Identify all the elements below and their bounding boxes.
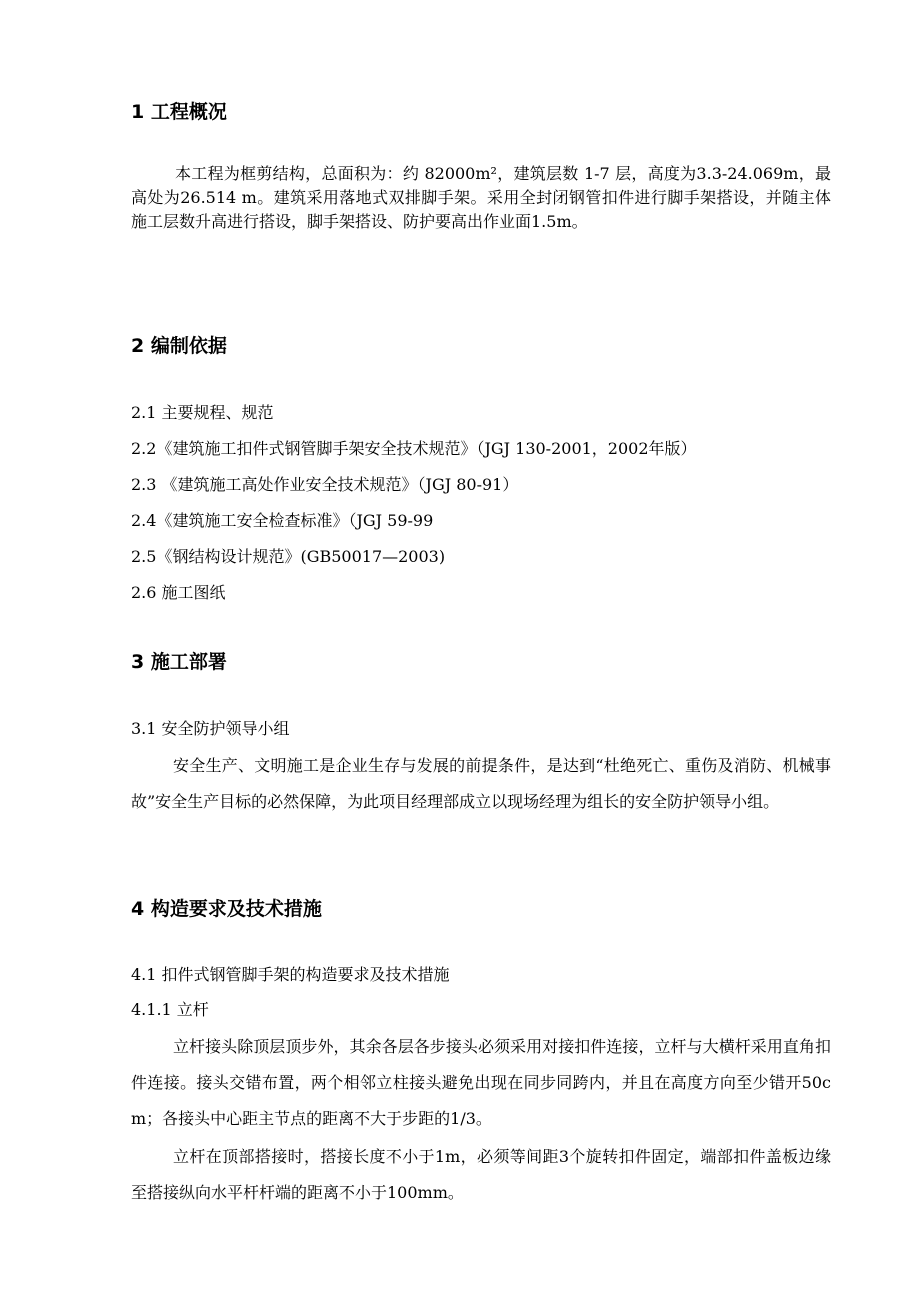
section-3-heading: 3 施工部署: [131, 651, 227, 673]
basis-item-2-3: 2.3 《建筑施工高处作业安全技术规范》（JGJ 80-91）: [131, 475, 519, 494]
section-1-heading: 1 工程概况: [131, 101, 227, 123]
basis-item-2-1: 2.1 主要规程、规范: [131, 403, 274, 422]
section-2-heading: 2 编制依据: [131, 335, 227, 357]
basis-item-2-2: 2.2《建筑施工扣件式钢管脚手架安全技术规范》（JGJ 130-2001，2002年版）: [131, 439, 697, 458]
section-3-1-paragraph: 安全生产、文明施工是企业生存与发展的前提条件，是达到“杜绝死亡、重伤及消防、机械事故”安全生产目标的必然保障，为此项目经理部成立以现场经理为组长的安全防护领导小组。: [131, 756, 831, 811]
section-4-1-subheading: 4.1 扣件式钢管脚手架的构造要求及技术措施: [131, 965, 450, 984]
basis-item-2-6: 2.6 施工图纸: [131, 583, 226, 602]
section-4-1-1-paragraph-2: 立杆在顶部搭接时，搭接长度不小于1m，必须等间距3个旋转扣件固定，端部扣件盖板边缘至搭接纵向水平杆杆端的距离不小于100mm。: [131, 1147, 831, 1202]
section-4-1-1-paragraph-1: 立杆接头除顶层顶步外，其余各层各步接头必须采用对接扣件连接，立杆与大横杆采用直角扣件连接。接头交错布置，两个相邻立柱接头避免出现在同步同跨内，并且在高度方向至少错开50cm；各接头中心距主节点的距离不大于步距的1/3。: [131, 1037, 831, 1128]
section-4-heading: 4 构造要求及技术措施: [131, 898, 322, 920]
basis-item-2-5: 2.5《钢结构设计规范》(GB50017—2003): [131, 547, 446, 566]
basis-item-2-4: 2.4《建筑施工安全检查标准》（JGJ 59-99: [131, 511, 434, 530]
section-3-1-subheading: 3.1 安全防护领导小组: [131, 719, 290, 738]
section-4-1-1-subheading: 4.1.1 立杆: [131, 1000, 209, 1019]
section-1-paragraph: 本工程为框剪结构，总面积为：约 82000m²，建筑层数 1-7 层，高度为3.3-24.069m，最高处为26.514 m。建筑采用落地式双排脚手架。采用全封闭钢管扣件进行脚手架搭设，并随主体施工层数升高进行搭设，脚手架搭设、防护要高出作业面1.5m。: [131, 164, 831, 231]
